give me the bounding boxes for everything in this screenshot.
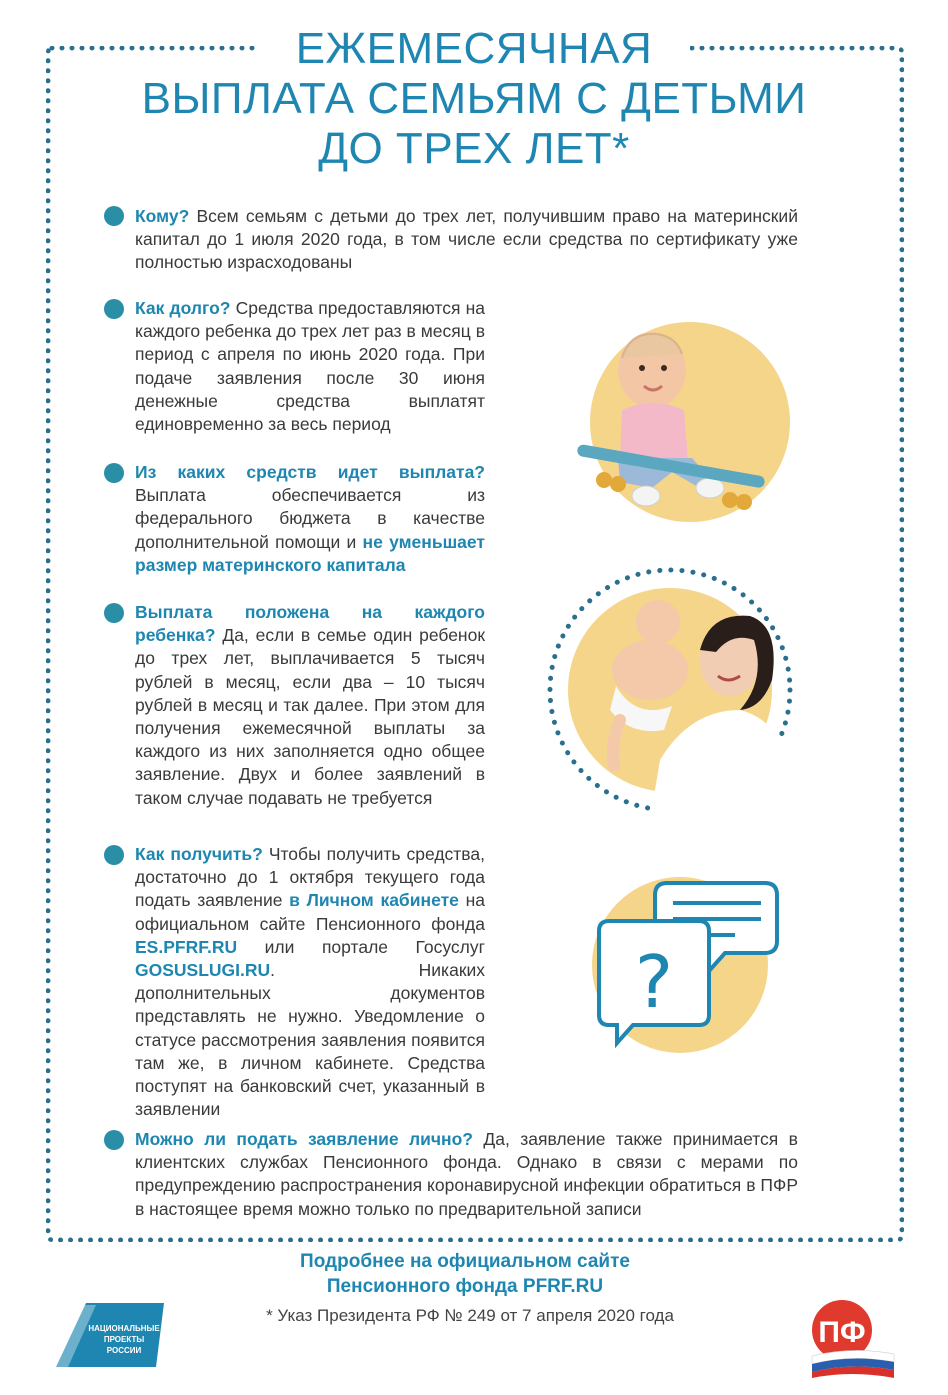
footer-decree-note: * Указ Президента РФ № 249 от 7 апреля 2020 года: [266, 1306, 674, 1325]
section-in-person-text: Да, заявление также принимается в клиентских службах Пенсионного фонда. Однако в связи с мерами по предупреждению распространения коронавирусной инфекции обратиться в ПФР в настоящее время можно только по предварительной записи: [135, 1129, 798, 1219]
title-line-3: ДО ТРЕХ ЛЕТ*: [318, 124, 630, 173]
section-funds: [135, 461, 485, 577]
section-in-person-question: Можно ли подать заявление лично?: [135, 1129, 473, 1149]
page-title: [120, 24, 828, 174]
baby-head-icon: [636, 600, 680, 644]
footer-line-1: Подробнее на официальном сайте: [300, 1251, 630, 1272]
title-line-1: ЕЖЕМЕСЯЧНАЯ: [295, 24, 653, 73]
pfr-logo-text: ПФ: [818, 1316, 866, 1349]
logo-line-3: РОССИИ: [106, 1346, 142, 1355]
section-funds-text: Выплата обеспечивается из федерального бюджета в качестве дополнительной помощи и: [135, 485, 485, 552]
section-each-child-question: Выплата положена на каждого ребенка?: [135, 602, 485, 646]
section-funds-highlight: не уменьшает размер материнского капитала: [135, 531, 485, 575]
section-how-long-question: Как долго?: [135, 298, 231, 318]
section-how-get-text-4: . Никаких дополнительных документов представлять не нужно. Уведомление о статусе рассмотрения заявления появится там же, в личном кабинете. Средства поступят на банковский счет, указанный в заявлении: [135, 960, 485, 1120]
gosuslugi-link[interactable]: GOSUSLUGI.RU: [135, 960, 271, 981]
mother-baby-illustration: [540, 560, 800, 820]
section-who-question: Кому?: [135, 206, 190, 226]
baby-body-icon: [612, 640, 688, 700]
personal-account-link[interactable]: в Личном кабинете: [289, 890, 459, 911]
es-pfrf-link[interactable]: ES.PFRF.RU: [135, 936, 238, 957]
logo-line-2: ПРОЕКТЫ: [103, 1335, 145, 1344]
section-in-person: [135, 1128, 798, 1221]
section-how-long-text: Средства предоставляются на каждого ребенка до трех лет раз в месяц в период с апреля по июнь 2020 года. При подаче заявления после 30 июня денежные средства выплатят единовременно за весь период: [135, 298, 485, 435]
section-who: [135, 205, 798, 275]
yellow-circle: [590, 322, 790, 522]
section-each-child-text: Да, если в семье один ребенок до трех лет, выплачивается 5 тысяч рублей в месяц, если два – 10 тысяч рублей в месяц и так далее. При этом для получения ежемесячной выплаты за каждого из них заполняется одно общее заявление. Двух и более заявлений в таком случае подавать не требуется: [135, 625, 485, 808]
section-funds-question: Из каких средств идет выплата?: [135, 462, 485, 482]
question-bubbles-illustration: [575, 865, 795, 1065]
pfr-logo: [806, 1298, 898, 1378]
bullet-icon: [104, 603, 124, 623]
baby-skateboard-illustration: [560, 310, 800, 530]
baby-shirt-icon: [620, 403, 688, 460]
title-line-2: ВЫПЛАТА СЕМЬЯМ С ДЕТЬМИ: [141, 74, 807, 123]
section-each-child: [135, 601, 485, 810]
bullet-icon: [104, 206, 124, 226]
footer-line-2: Пенсионного фонда PFRF.RU: [326, 1276, 604, 1297]
section-how-get-question: Как получить?: [135, 844, 263, 864]
national-projects-logo: [56, 1295, 170, 1367]
section-how-get-text-1: Чтобы получить средства, достаточно до 1 октября текущего года подать заявление: [135, 844, 485, 911]
section-how-get-text-3: или портале Госуслуг: [264, 936, 485, 957]
bullet-icon: [104, 299, 124, 319]
question-mark-icon: ?: [634, 940, 674, 1024]
bullet-icon: [104, 463, 124, 483]
logo-line-1: НАЦИОНАЛЬНЫЕ: [88, 1324, 160, 1333]
bullet-icon: [104, 845, 124, 865]
section-how-get: [135, 843, 485, 1121]
section-how-get-text-2: на официальном сайте Пенсионного фонда: [135, 890, 485, 934]
section-who-text: Всем семьям с детьми до трех лет, получившим право на материнский капитал до 1 июля 2020 года, в том числе если средства по сертификату уже полностью израсходованы: [135, 206, 798, 273]
bullet-icon: [104, 1130, 124, 1150]
section-how-long: [135, 297, 485, 436]
footer-more-info: [200, 1249, 730, 1299]
logo-demography-label: ДЕМОГРАФИЯ: [95, 1308, 145, 1315]
